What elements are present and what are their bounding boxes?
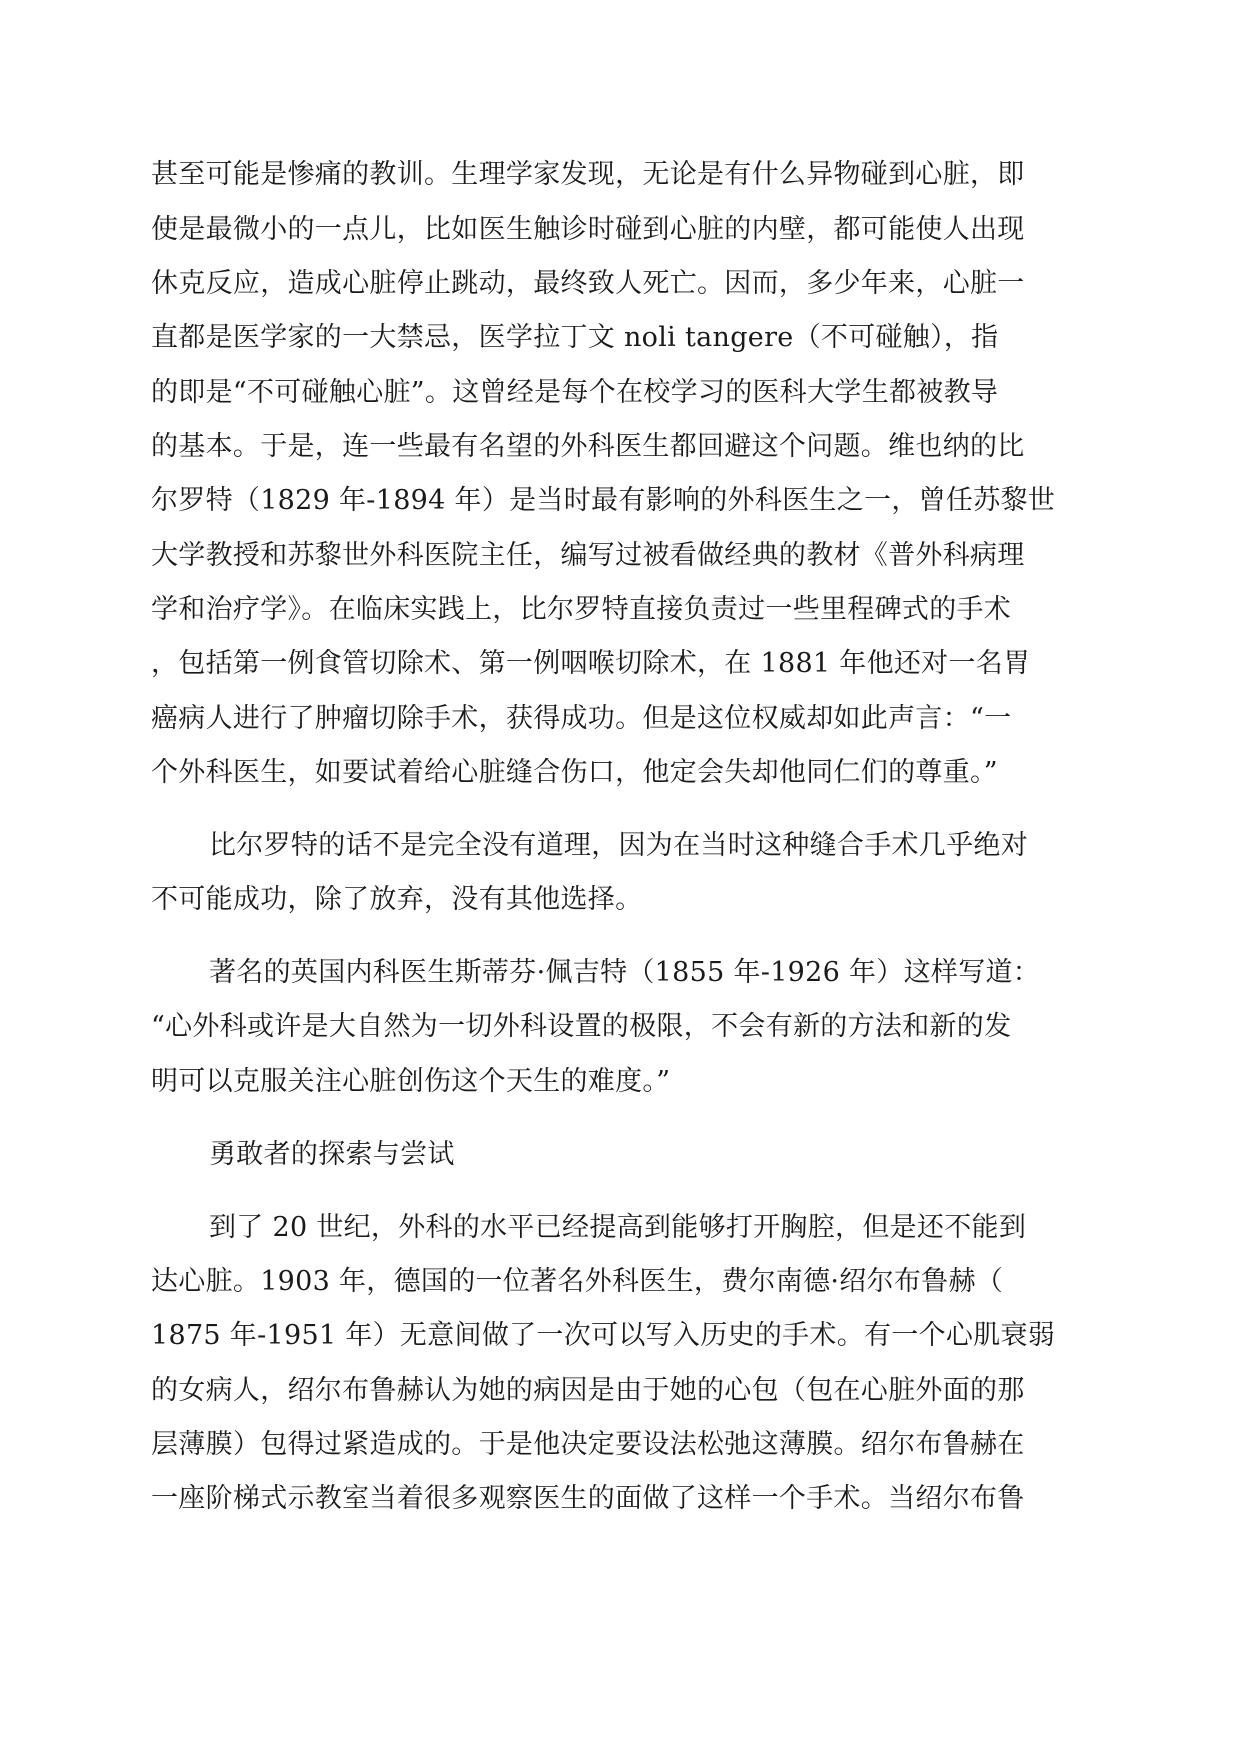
text-line: 个外科医生，如要试着给心脏缝合伤口，他定会失却他同仁们的尊重。”: [151, 757, 998, 788]
text-line: 明可以克服关注心脏创伤这个天生的难度。”: [151, 1066, 671, 1097]
text-line: 1875 年-1951 年）无意间做了一次可以写入历史的手术。有一个心肌衰弱: [151, 1320, 1056, 1351]
text-line: ，包括第一例食管切除术、第一例咽喉切除术，在 1881 年他还对一名胃: [151, 648, 1031, 679]
text-line: 到了 20 世纪，外科的水平已经提高到能够打开胸腔，但是还不能到: [209, 1212, 1027, 1243]
text-line: 的即是“不可碰触心脏”。这曾经是每个在校学习的医科大学生都被教导: [151, 377, 999, 408]
text-line: 甚至可能是惨痛的教训。生理学家发现，无论是有什么异物碰到心脏，即: [151, 159, 1025, 190]
text-line: 达心脏。1903 年，德国的一位著名外科医生，费尔南德·绍尔布鲁赫（: [151, 1266, 1004, 1297]
text-line: 使是最微小的一点儿，比如医生触诊时碰到心脏的内壁，都可能使人出现: [151, 214, 1025, 245]
text-line: 的女病人，绍尔布鲁赫认为她的病因是由于她的心包（包在心脏外面的那: [151, 1375, 1025, 1406]
text-line: 层薄膜）包得过紧造成的。于是他决定要设法松弛这薄膜。绍尔布鲁赫在: [151, 1429, 1025, 1460]
text-line: 大学教授和苏黎世外科医院主任，编写过被看做经典的教材《普外科病理: [151, 540, 1025, 571]
text-line: 尔罗特（1829 年-1894 年）是当时最有影响的外科医生之一，曾任苏黎世: [151, 485, 1056, 516]
text-line: 比尔罗特的话不是完全没有道理，因为在当时这种缝合手术几乎绝对: [209, 830, 1028, 861]
text-line: 著名的英国内科医生斯蒂芬·佩吉特（1855 年-1926 年）这样写道：: [209, 957, 1041, 988]
text-line: 的基本。于是，连一些最有名望的外科医生都回避这个问题。维也纳的比: [151, 431, 1025, 462]
text-line: 癌病人进行了肿瘤切除手术，获得成功。但是这位权威却如此声言：“一: [151, 703, 1012, 734]
text-line: 直都是医学家的一大禁忌，医学拉丁文 noli tangere（不可碰触），指: [151, 322, 999, 353]
text-line: 休克反应，造成心脏停止跳动，最终致人死亡。因而，多少年来，心脏一: [151, 268, 1025, 299]
text-line: 一座阶梯式示教室当着很多观察医生的面做了这样一个手术。当绍尔布鲁: [151, 1483, 1025, 1514]
text-line: “心外科或许是大自然为一切外科设置的极限，不会有新的方法和新的发: [151, 1011, 1012, 1042]
text-line: 学和治疗学》。在临床实践上，比尔罗特直接负责过一些里程碑式的手术: [151, 594, 1012, 625]
text-line: 不可能成功，除了放弃，没有其他选择。: [151, 884, 643, 915]
heading-line: 勇敢者的探索与尝试: [209, 1139, 455, 1170]
